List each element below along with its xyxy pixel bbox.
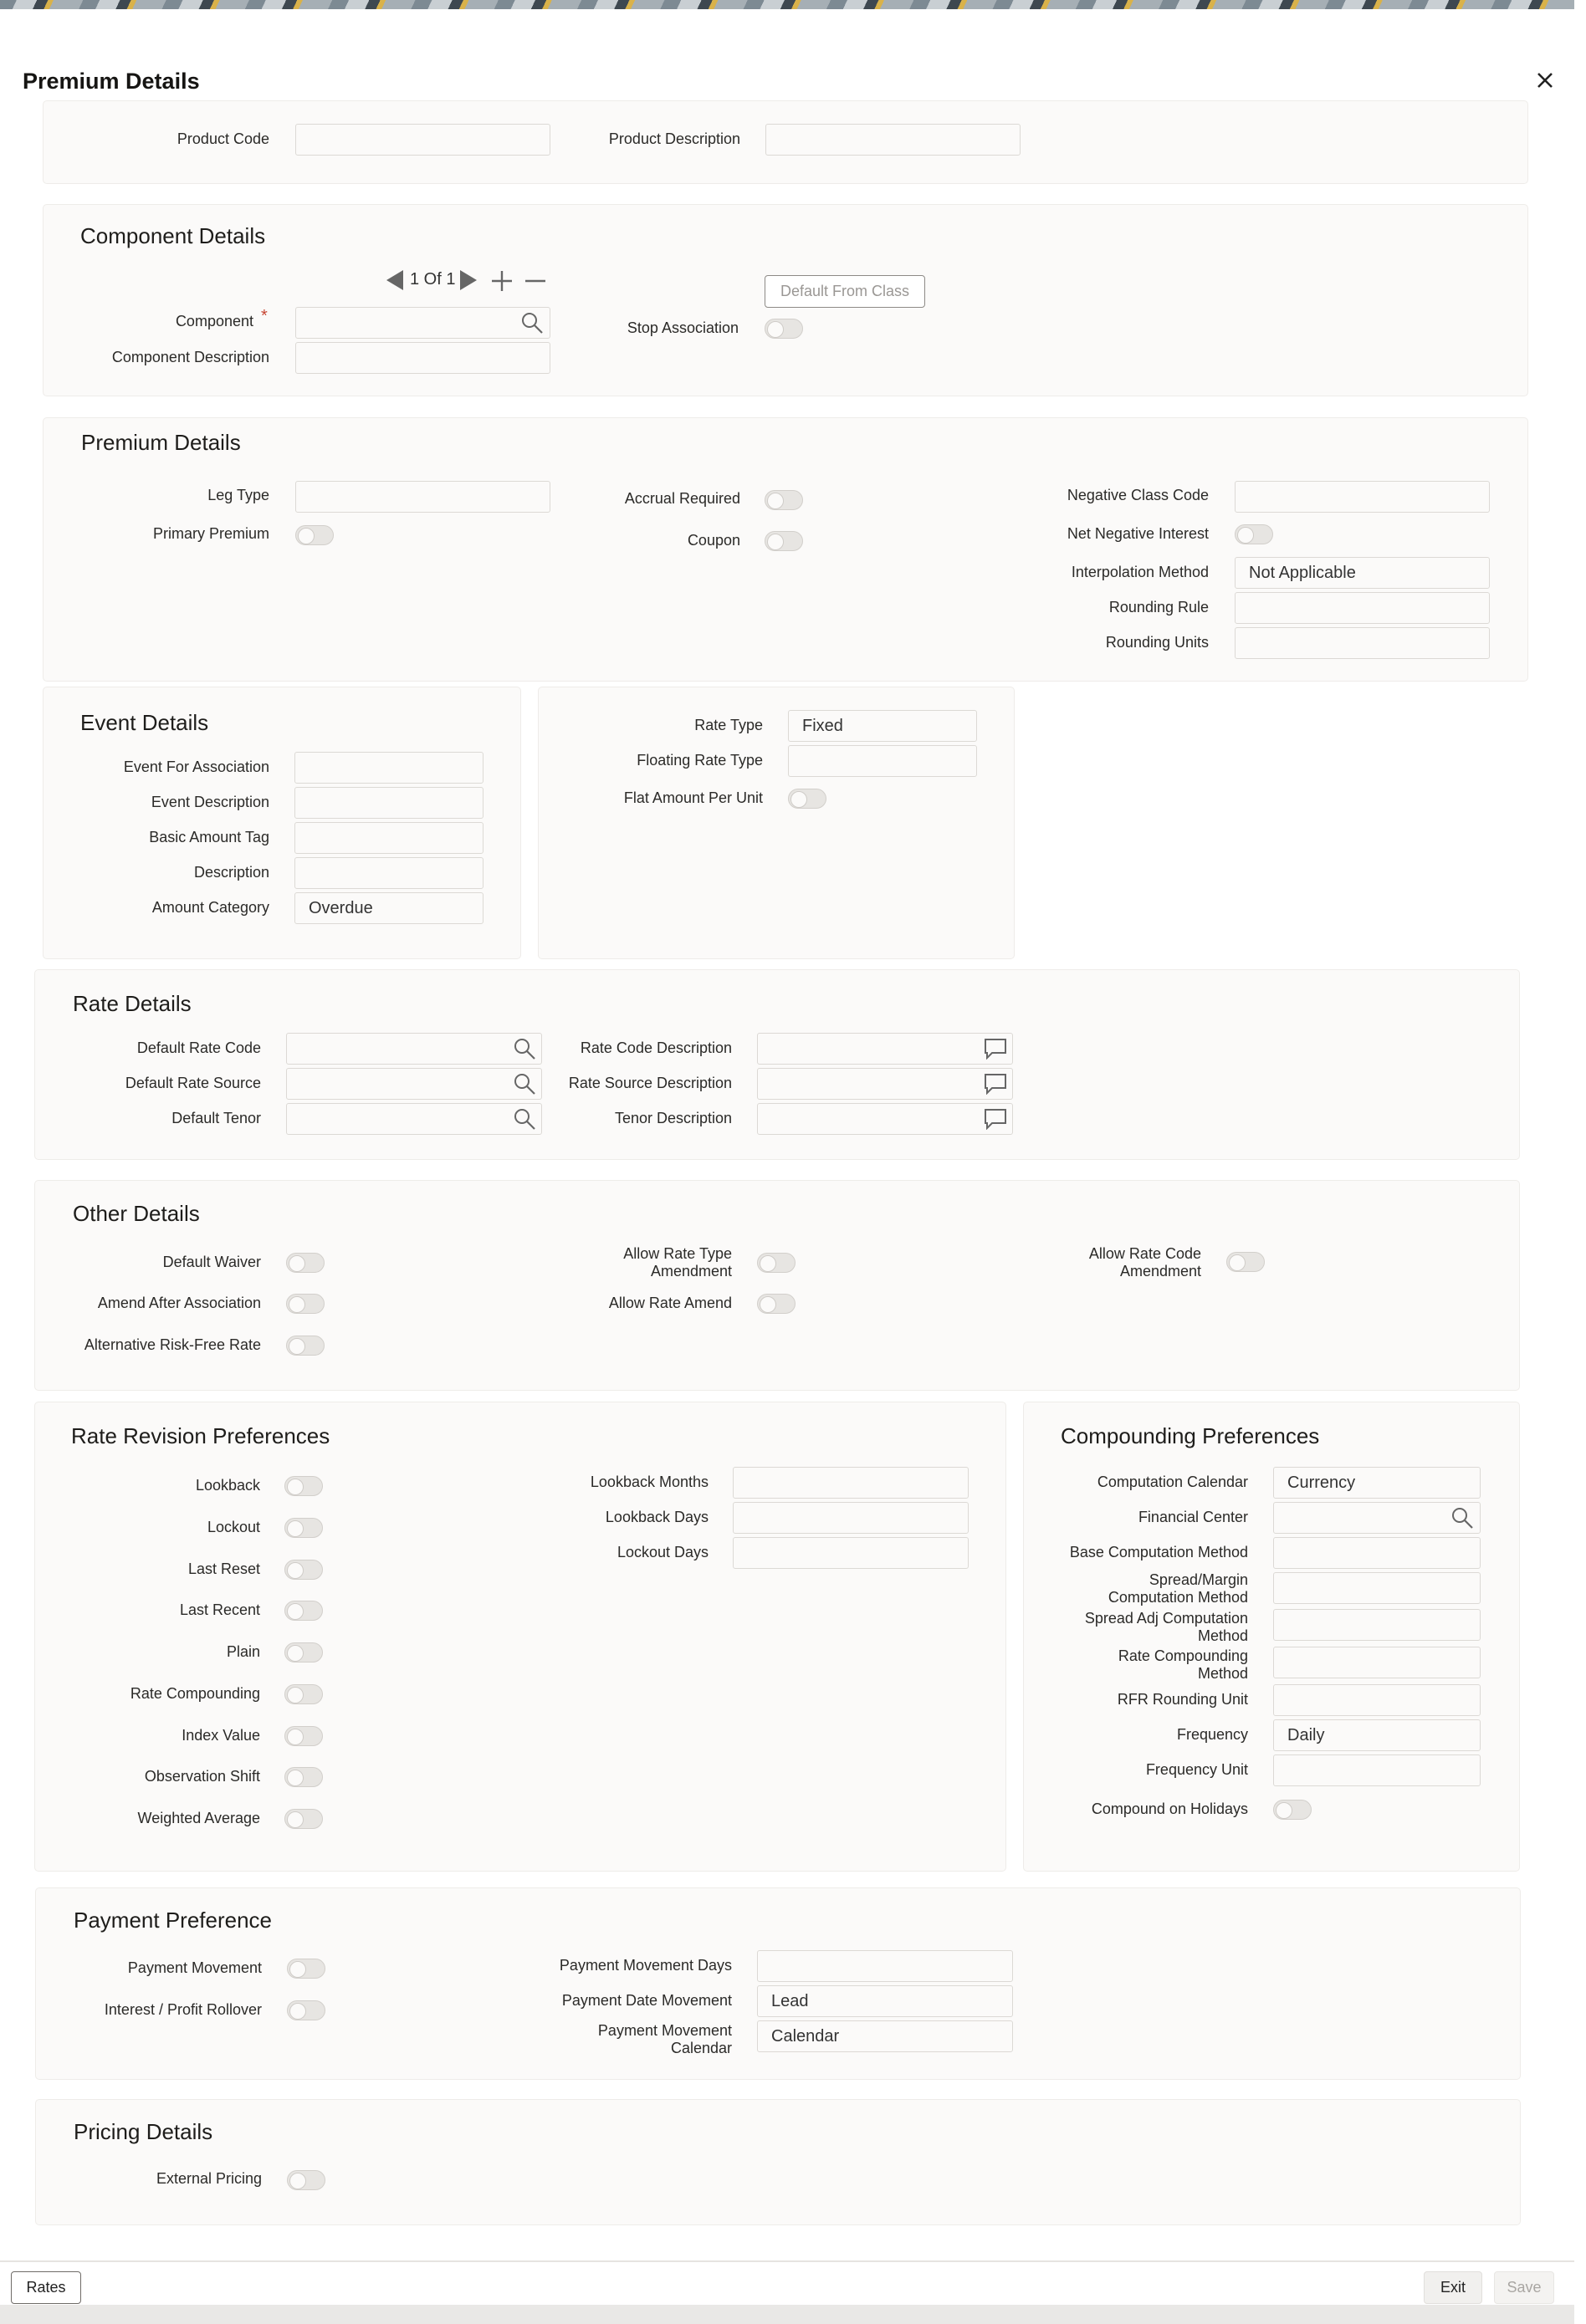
other-details-panel — [34, 1180, 1520, 1391]
coupon-label: Coupon — [687, 532, 740, 549]
stop-association-toggle[interactable] — [765, 319, 803, 339]
lockout-days-label: Lockout Days — [616, 1544, 709, 1560]
event-description-label: Event Description — [151, 794, 269, 810]
interpolation-method-label: Interpolation Method — [1071, 564, 1209, 580]
base-computation-method-input[interactable] — [1273, 1537, 1481, 1569]
index-value-toggle[interactable] — [284, 1726, 323, 1746]
rate-type-select[interactable]: Fixed — [788, 710, 977, 742]
index-value-label: Index Value — [182, 1727, 260, 1744]
rfr-rounding-unit-input[interactable] — [1273, 1684, 1481, 1716]
amend-after-association-toggle[interactable] — [286, 1294, 325, 1314]
event-details-title: Event Details — [80, 710, 209, 735]
primary-premium-toggle[interactable] — [295, 525, 334, 545]
spread-margin-computation-method-label: Spread/Margin Computation Method — [1108, 1571, 1248, 1606]
negative-class-code-label: Negative Class Code — [1067, 487, 1209, 503]
premium-details-title: Premium Details — [81, 430, 241, 455]
flat-amount-per-unit-label: Flat Amount Per Unit — [623, 789, 763, 806]
message-icon[interactable] — [984, 1108, 1007, 1130]
lookback-months-input[interactable] — [733, 1467, 969, 1499]
compounding-preferences-title: Compounding Preferences — [1061, 1423, 1320, 1448]
pricing-details-panel — [35, 2099, 1521, 2225]
message-icon[interactable] — [984, 1073, 1007, 1095]
default-waiver-label: Default Waiver — [162, 1254, 261, 1270]
search-icon[interactable] — [513, 1037, 536, 1060]
spread-margin-computation-method-input[interactable] — [1273, 1572, 1481, 1604]
window-top-banner — [0, 0, 1574, 9]
lockout-label: Lockout — [207, 1519, 260, 1535]
payment-movement-days-input[interactable] — [757, 1950, 1013, 1982]
external-pricing-toggle[interactable] — [287, 2170, 325, 2190]
rate-source-description-label: Rate Source Description — [568, 1075, 732, 1091]
event-description-input[interactable] — [294, 787, 483, 819]
lookback-months-label: Lookback Months — [590, 1474, 709, 1490]
pricing-details-title: Pricing Details — [74, 2119, 213, 2144]
amount-category-select[interactable]: Overdue — [294, 892, 483, 924]
default-rate-code-label: Default Rate Code — [136, 1039, 261, 1056]
base-computation-method-label: Base Computation Method — [1069, 1544, 1248, 1560]
lookback-days-input[interactable] — [733, 1502, 969, 1534]
bottom-status-strip — [0, 2305, 1574, 2324]
tenor-description-label: Tenor Description — [614, 1110, 732, 1126]
amount-category-label: Amount Category — [151, 899, 269, 916]
allow-rate-amend-label: Allow Rate Amend — [608, 1295, 732, 1311]
observation-shift-label: Observation Shift — [144, 1768, 260, 1785]
basic-amount-tag-input[interactable] — [294, 822, 483, 854]
event-for-association-input[interactable] — [294, 752, 483, 784]
spread-adj-computation-method-input[interactable] — [1273, 1609, 1481, 1641]
default-from-class-button[interactable]: Default From Class — [765, 275, 925, 308]
payment-movement-toggle[interactable] — [287, 1959, 325, 1979]
rounding-units-input[interactable] — [1235, 627, 1490, 659]
search-icon[interactable] — [513, 1107, 536, 1131]
rfr-rounding-unit-label: RFR Rounding Unit — [1117, 1691, 1248, 1708]
rounding-units-label: Rounding Units — [1105, 634, 1209, 651]
interpolation-method-select[interactable]: Not Applicable — [1235, 557, 1490, 589]
weighted-average-label: Weighted Average — [137, 1810, 260, 1826]
frequency-unit-label: Frequency Unit — [1145, 1761, 1248, 1778]
payment-movement-calendar-select[interactable]: Calendar — [757, 2020, 1013, 2052]
allow-rate-type-amendment-label: Allow Rate Type Amendment — [623, 1245, 732, 1279]
description-input[interactable] — [294, 857, 483, 889]
component-details-title: Component Details — [80, 223, 266, 248]
lookback-days-label: Lookback Days — [605, 1509, 709, 1525]
payment-preference-title: Payment Preference — [74, 1908, 273, 1933]
allow-rate-code-amendment-label: Allow Rate Code Amendment — [1088, 1245, 1201, 1279]
accrual-required-label: Accrual Required — [624, 490, 740, 507]
product-description-label: Product Description — [608, 130, 740, 147]
other-details-title: Other Details — [73, 1201, 200, 1226]
coupon-toggle[interactable] — [765, 531, 803, 551]
rate-source-description-input[interactable] — [757, 1068, 1013, 1100]
primary-premium-label: Primary Premium — [152, 525, 269, 542]
frequency-label: Frequency — [1176, 1726, 1248, 1743]
allow-rate-code-amendment-toggle[interactable] — [1226, 1252, 1265, 1272]
default-rate-source-label: Default Rate Source — [125, 1075, 261, 1091]
financial-center-input[interactable] — [1273, 1502, 1481, 1534]
record-pager: 1 Of 1 — [410, 270, 456, 289]
amend-after-association-label: Amend After Association — [97, 1295, 261, 1311]
alternative-risk-free-rate-label: Alternative Risk-Free Rate — [84, 1336, 261, 1353]
frequency-unit-input[interactable] — [1273, 1754, 1481, 1786]
search-icon[interactable] — [520, 311, 544, 335]
last-recent-label: Last Recent — [179, 1601, 260, 1618]
rate-compounding-method-input[interactable] — [1273, 1647, 1481, 1678]
floating-rate-type-input[interactable] — [788, 745, 977, 777]
allow-rate-type-amendment-toggle[interactable] — [757, 1253, 796, 1273]
remove-icon[interactable] — [524, 269, 547, 293]
premium-details-dialog — [0, 9, 1574, 2305]
floating-rate-type-label: Floating Rate Type — [637, 752, 763, 769]
search-icon[interactable] — [513, 1072, 536, 1096]
allow-rate-amend-toggle[interactable] — [757, 1294, 796, 1314]
default-tenor-label: Default Tenor — [171, 1110, 261, 1126]
last-recent-toggle[interactable] — [284, 1601, 323, 1621]
component-label: Component — [175, 313, 253, 329]
close-icon[interactable] — [1532, 68, 1558, 93]
default-waiver-toggle[interactable] — [286, 1253, 325, 1273]
net-negative-interest-label: Net Negative Interest — [1067, 525, 1209, 542]
basic-amount-tag-label: Basic Amount Tag — [149, 829, 269, 845]
rates-button[interactable]: Rates — [11, 2271, 81, 2304]
external-pricing-label: External Pricing — [156, 2170, 262, 2187]
save-button[interactable]: Save — [1494, 2271, 1554, 2304]
rounding-rule-label: Rounding Rule — [1108, 599, 1209, 615]
lockout-days-input[interactable] — [733, 1537, 969, 1569]
computation-calendar-label: Computation Calendar — [1097, 1474, 1248, 1490]
weighted-average-toggle[interactable] — [284, 1809, 323, 1829]
accrual-required-toggle[interactable] — [765, 490, 803, 510]
spread-adj-computation-method-label: Spread Adj Computation Method — [1084, 1610, 1248, 1644]
dialog-title: Premium Details — [23, 69, 200, 94]
interest-profit-rollover-toggle[interactable] — [287, 2000, 325, 2020]
add-icon[interactable] — [490, 269, 514, 293]
rate-compounding-method-label: Rate Compounding Method — [1118, 1647, 1248, 1682]
message-icon[interactable] — [984, 1038, 1007, 1060]
net-negative-interest-toggle[interactable] — [1235, 524, 1273, 544]
required-marker: * — [261, 307, 268, 325]
rate-compounding-toggle[interactable] — [284, 1684, 323, 1704]
observation-shift-toggle[interactable] — [284, 1767, 323, 1787]
payment-movement-days-label: Payment Movement Days — [559, 1957, 732, 1974]
footer-divider — [0, 2260, 1574, 2262]
rate-type-label: Rate Type — [694, 717, 763, 733]
lookback-label: Lookback — [195, 1477, 260, 1494]
payment-date-movement-select[interactable]: Lead — [757, 1985, 1013, 2017]
lockout-toggle[interactable] — [284, 1518, 323, 1538]
rounding-rule-input[interactable] — [1235, 592, 1490, 624]
description-label: Description — [193, 864, 269, 881]
lookback-toggle[interactable] — [284, 1476, 323, 1496]
payment-movement-calendar-label: Payment Movement Calendar — [597, 2022, 732, 2056]
compound-on-holidays-toggle[interactable] — [1273, 1800, 1312, 1820]
previous-record-icon[interactable] — [383, 268, 405, 292]
component-description-input[interactable] — [295, 342, 550, 374]
tenor-description-input[interactable] — [757, 1103, 1013, 1135]
event-for-association-label: Event For Association — [123, 758, 269, 775]
rate-compounding-label: Rate Compounding — [130, 1685, 260, 1702]
payment-date-movement-label: Payment Date Movement — [561, 1992, 732, 2009]
plain-toggle[interactable] — [284, 1642, 323, 1663]
component-input[interactable] — [295, 307, 550, 339]
flat-amount-per-unit-toggle[interactable] — [788, 789, 826, 809]
rate-code-description-input[interactable] — [757, 1033, 1013, 1065]
payment-movement-label: Payment Movement — [127, 1959, 262, 1976]
rate-code-description-label: Rate Code Description — [580, 1039, 732, 1056]
leg-type-label: Leg Type — [207, 487, 269, 503]
exit-button[interactable]: Exit — [1424, 2271, 1482, 2304]
alternative-risk-free-rate-toggle[interactable] — [286, 1336, 325, 1356]
last-reset-label: Last Reset — [187, 1560, 260, 1577]
product-code-label: Product Code — [177, 130, 269, 147]
product-code-input[interactable] — [295, 124, 550, 156]
financial-center-label: Financial Center — [1138, 1509, 1248, 1525]
leg-type-input[interactable] — [295, 481, 550, 513]
plain-label: Plain — [226, 1643, 260, 1660]
component-description-label: Component Description — [111, 349, 269, 365]
search-icon[interactable] — [1450, 1506, 1474, 1530]
frequency-select[interactable]: Daily — [1273, 1719, 1481, 1751]
default-rate-source-input[interactable] — [286, 1068, 542, 1100]
next-record-icon[interactable] — [458, 268, 480, 292]
rate-details-title: Rate Details — [73, 991, 192, 1016]
stop-association-label: Stop Association — [627, 319, 739, 336]
last-reset-toggle[interactable] — [284, 1560, 323, 1580]
compound-on-holidays-label: Compound on Holidays — [1091, 1800, 1248, 1817]
negative-class-code-input[interactable] — [1235, 481, 1490, 513]
product-description-input[interactable] — [765, 124, 1021, 156]
default-tenor-input[interactable] — [286, 1103, 542, 1135]
computation-calendar-select[interactable]: Currency — [1273, 1467, 1481, 1499]
interest-profit-rollover-label: Interest / Profit Rollover — [104, 2001, 262, 2018]
rate-revision-title: Rate Revision Preferences — [71, 1423, 330, 1448]
default-rate-code-input[interactable] — [286, 1033, 542, 1065]
